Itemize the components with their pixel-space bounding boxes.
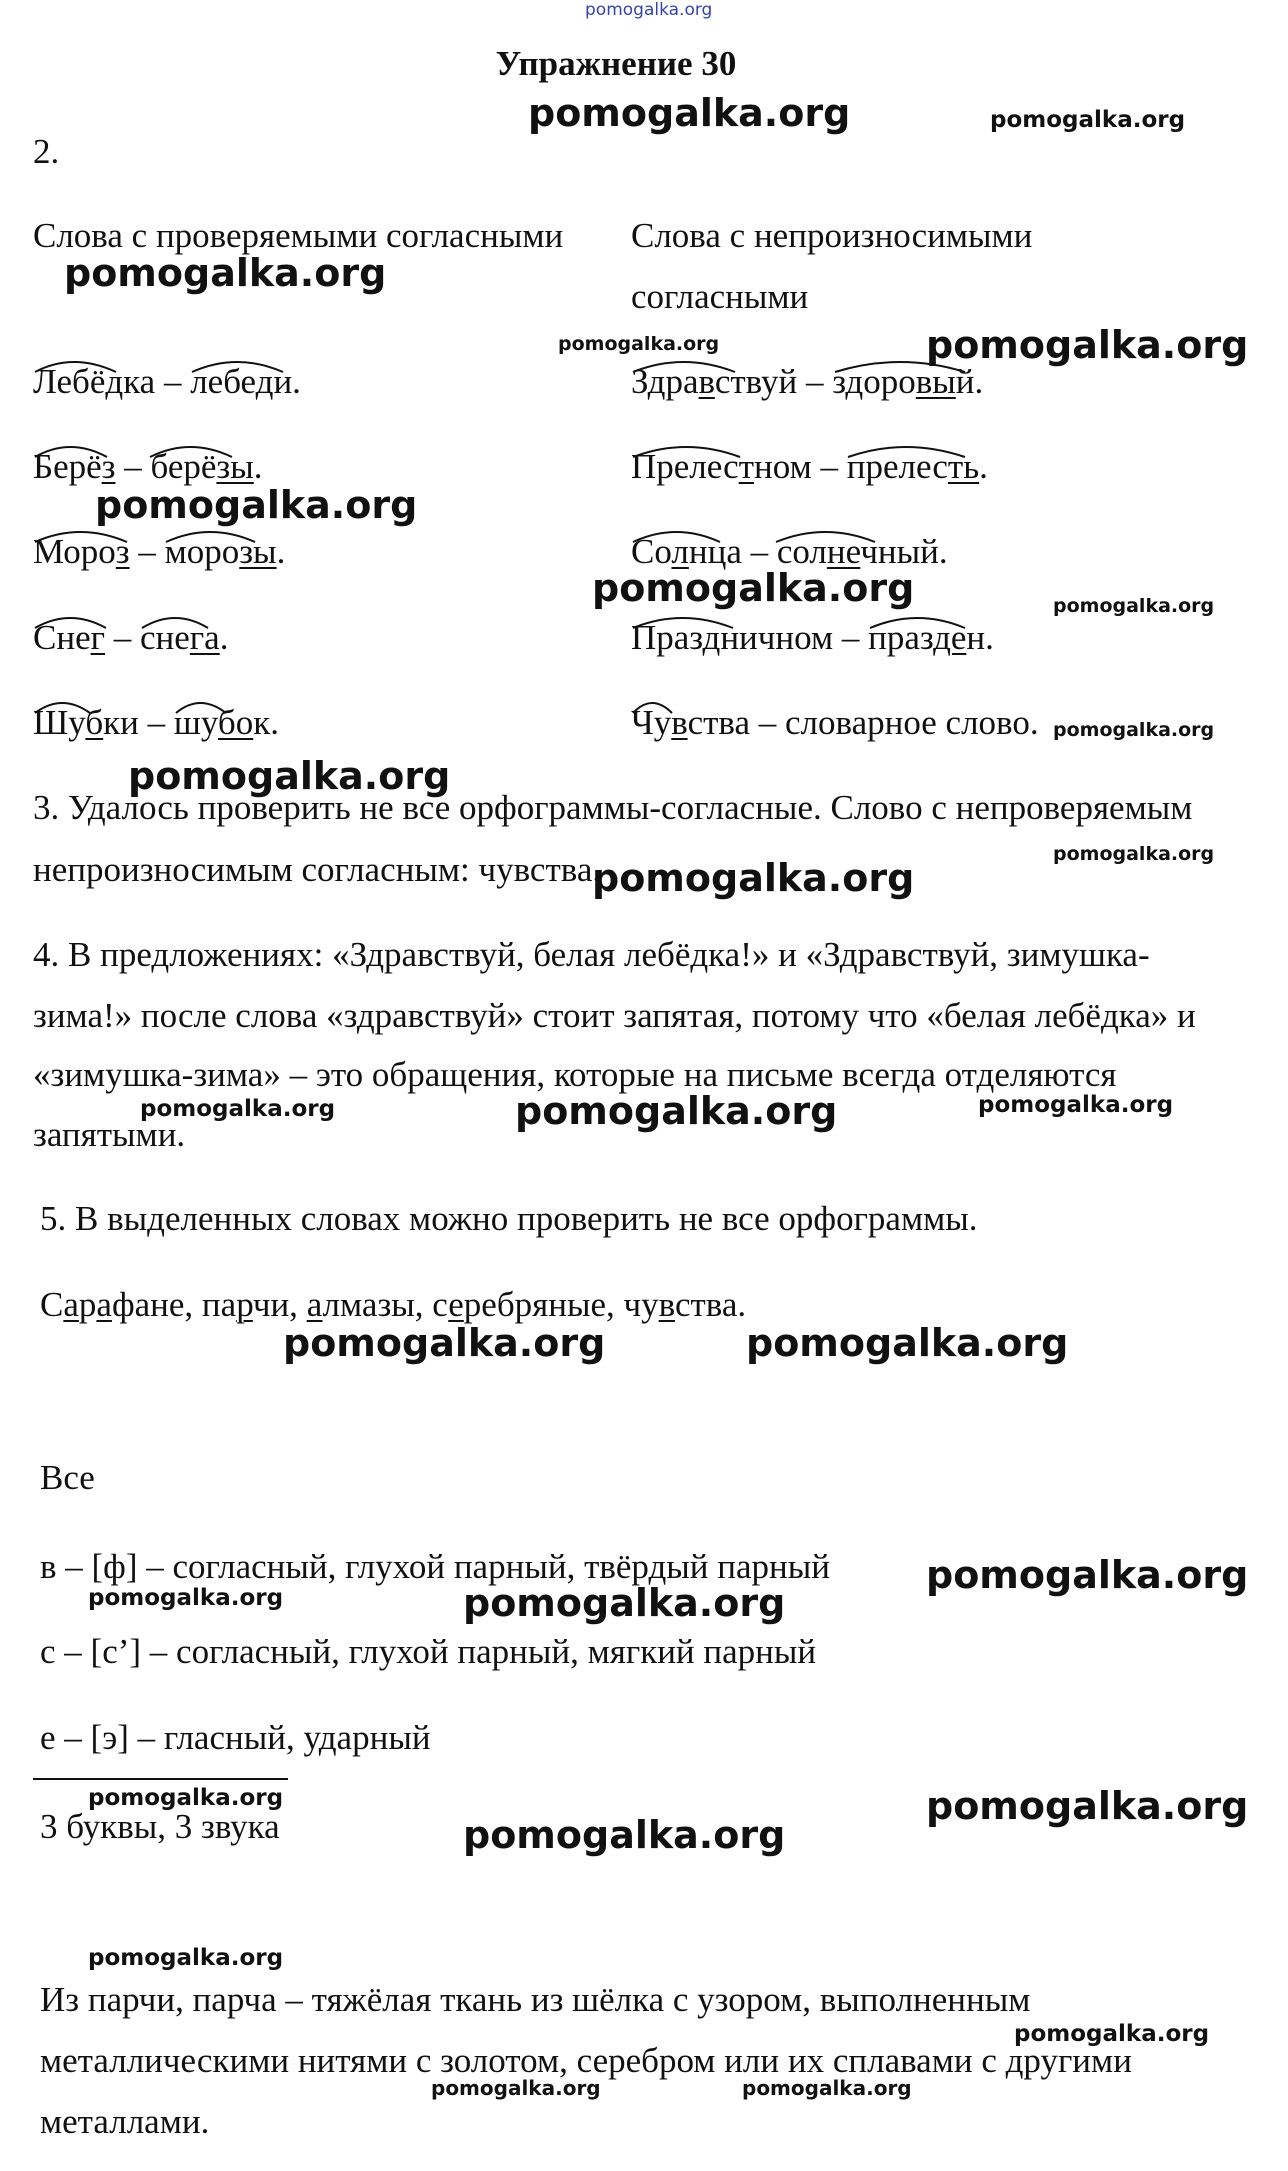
left-word-3: Мороз – морозы. [33, 532, 286, 571]
watermark: pomogalka.org [990, 107, 1186, 133]
watermark: pomogalka.org [283, 1321, 606, 1365]
phonetic-line-2: с – [с’] – согласный, глухой парный, мягкий парный [40, 1632, 817, 1671]
left-word-2: Берёз – берёзы. [33, 447, 263, 486]
right-word-2: Прелестном – прелесть. [631, 447, 988, 486]
right-word-5: Чувства – словарное слово. [631, 703, 1039, 742]
right-column-header-1: Слова с непроизносимыми [631, 216, 1033, 255]
watermark: pomogalka.org [1053, 719, 1215, 741]
left-word-4: Снег – снега. [33, 618, 229, 657]
watermark: pomogalka.org [1014, 2021, 1210, 2047]
section-2-number: 2. [33, 132, 60, 171]
watermark: pomogalka.org [64, 251, 387, 295]
watermark: pomogalka.org [592, 856, 915, 900]
watermark: pomogalka.org [463, 1581, 786, 1625]
watermark: pomogalka.org [88, 1945, 284, 1971]
section-3-line-2: непроизносимым согласным: чувства. [33, 850, 602, 889]
definition-line-2: металлическими нитями с золотом, серебром или их сплавами с другими [40, 2041, 1132, 2080]
watermark: pomogalka.org [528, 91, 851, 135]
page-title: Упражнение 30 [495, 44, 737, 83]
section-4-line-2: зима!» после слова «здравствуй» стоит запятая, потому что «белая лебёдка» и [33, 996, 1196, 1035]
watermark-top: pomogalka.org [585, 0, 713, 20]
watermark: pomogalka.org [926, 323, 1249, 367]
right-column-header-2: согласными [631, 277, 809, 316]
left-column-header: Слова с проверяемыми согласными [33, 216, 564, 255]
section-5-line-1: 5. В выделенных словах можно проверить не все орфограммы. [40, 1199, 978, 1238]
phonetic-summary: 3 буквы, 3 звука [40, 1807, 280, 1846]
phonetic-word: Все [40, 1458, 95, 1497]
watermark: pomogalka.org [1053, 843, 1215, 865]
watermark: pomogalka.org [140, 1096, 336, 1122]
watermark: pomogalka.org [926, 1784, 1249, 1828]
phonetic-line-1: в – [ф] – согласный, глухой парный, твёрдый парный [40, 1547, 831, 1586]
section-4-line-1: 4. В предложениях: «Здравствуй, белая лебёдка!» и «Здравствуй, зимушка- [33, 935, 1150, 974]
right-word-1: Здравствуй – здоровый. [631, 362, 984, 401]
watermark: pomogalka.org [746, 1321, 1069, 1365]
watermark: pomogalka.org [88, 1585, 284, 1611]
right-word-3: Солнца – солнечный. [631, 532, 948, 571]
divider-line [33, 1778, 288, 1780]
watermark: pomogalka.org [88, 1785, 284, 1811]
watermark: pomogalka.org [515, 1089, 838, 1133]
watermark: pomogalka.org [558, 333, 720, 355]
watermark: pomogalka.org [1053, 595, 1215, 617]
right-word-4: Праздничном – празден. [631, 618, 994, 657]
watermark: pomogalka.org [926, 1553, 1249, 1597]
watermark: pomogalka.org [128, 754, 451, 798]
section-5-words: Сарафане, парчи, алмазы, серебряные, чувства. [40, 1285, 747, 1324]
watermark: pomogalka.org [742, 2076, 912, 2100]
phonetic-line-3: е – [э] – гласный, ударный [40, 1718, 431, 1757]
section-4-line-3: «зимушка-зима» – это обращения, которые на письме всегда отделяются [33, 1055, 1117, 1094]
section-3-line-1: 3. Удалось проверить не все орфограммы-согласные. Слово с непроверяемым [33, 788, 1193, 827]
watermark: pomogalka.org [592, 566, 915, 610]
watermark: pomogalka.org [463, 1813, 786, 1857]
definition-line-3: металлами. [40, 2102, 210, 2141]
watermark: pomogalka.org [978, 1092, 1174, 1118]
section-4-line-4: запятыми. [33, 1115, 186, 1154]
left-word-5: Шубки – шубок. [33, 703, 279, 742]
left-word-1: Лебёдка – лебеди. [33, 362, 301, 401]
definition-line-1: Из парчи, парча – тяжёлая ткань из шёлка с узором, выполненным [40, 1980, 1031, 2019]
watermark: pomogalka.org [95, 483, 418, 527]
watermark: pomogalka.org [431, 2076, 601, 2100]
